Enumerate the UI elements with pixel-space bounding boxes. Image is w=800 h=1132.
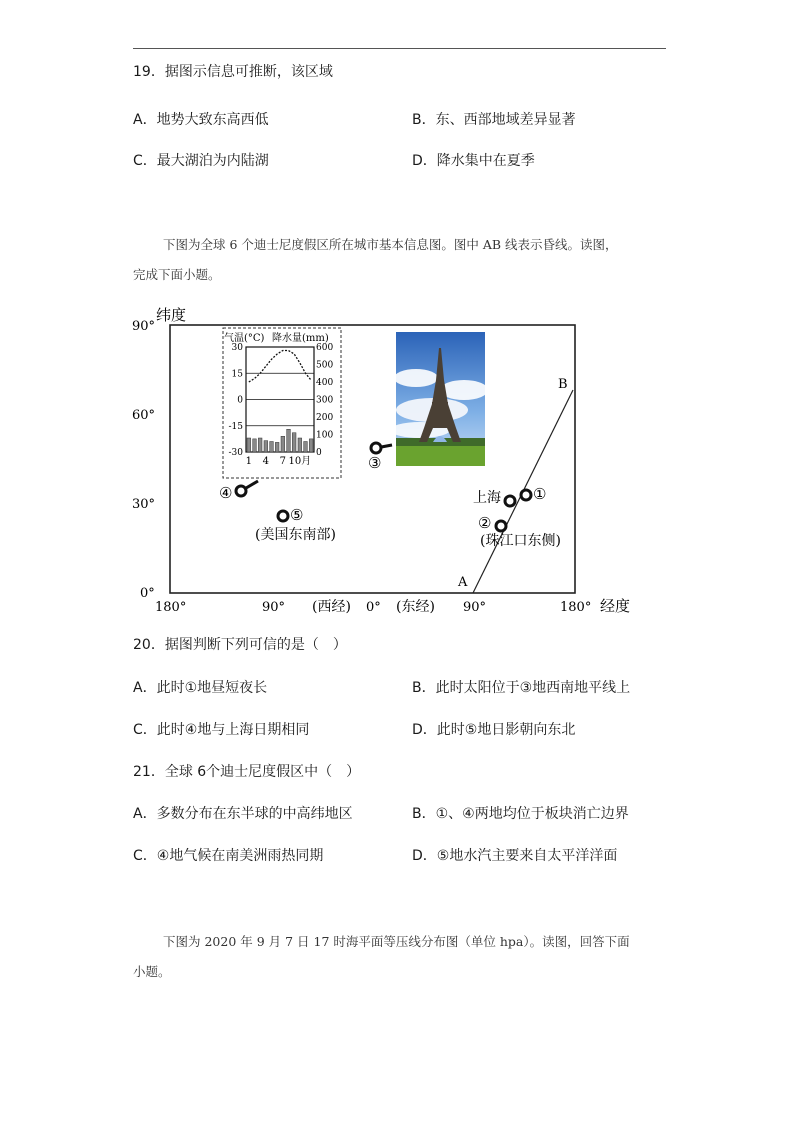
climate-temp-tick: -15: [228, 421, 243, 432]
q21-option-a: A．多数分布在东半球的中高纬地区: [133, 806, 353, 822]
climate-precip-bar: [304, 442, 308, 453]
site2-marker: [496, 521, 506, 531]
q21-option-b: B．①、④两地均位于板块消亡边界: [412, 806, 629, 822]
q19-option-b: B．东、西部地域差异显著: [412, 112, 576, 128]
site4-label: ④: [219, 484, 233, 502]
climate-precip-bar: [275, 442, 279, 452]
climate-precip-tick: 100: [316, 430, 334, 441]
q20-option-c: C．此时④地与上海日期相同: [133, 722, 310, 738]
shanghai-marker: [505, 496, 515, 506]
x-tick-west-label: (西经): [312, 599, 351, 615]
x-tick-90w: 90°: [262, 600, 286, 615]
top-divider: [133, 48, 666, 49]
climate-temp-label: 气温(°C): [224, 333, 265, 344]
eiffel-tower-photo: [390, 332, 488, 466]
intro1-line1: 下图为全球 6 个迪士尼度假区所在城市基本信息图。图中 AB 线表示昏线。读图，: [163, 237, 618, 252]
climate-precip-bar: [298, 438, 302, 452]
x-tick-0: 0°: [366, 600, 381, 615]
climate-precip-tick: 400: [316, 378, 334, 388]
x-tick-east-label: (东经): [396, 599, 435, 615]
q19-option-a: A．地势大致东高西低: [133, 112, 269, 128]
q20-option-a: A．此时①地昼短夜长: [133, 680, 268, 696]
climate-temp-tick: 0: [237, 395, 243, 406]
climate-month-label: 7: [279, 456, 287, 467]
climate-precip-bar: [258, 438, 262, 452]
site1-marker: [521, 490, 531, 500]
climate-precip-bar: [253, 439, 257, 452]
intro2-line1: 下图为 2020 年 9 月 7 日 17 时海平面等压线分布图（单位 hpa）。读图，回答下面: [163, 934, 630, 949]
x-tick-90e: 90°: [463, 600, 487, 615]
x-tick-180w: 180°: [155, 600, 187, 615]
y-tick-90: 90°: [132, 319, 156, 334]
climate-precip-tick: 500: [316, 360, 334, 371]
x-tick-180e: 180°: [560, 600, 592, 615]
climate-month-label: 10月: [288, 456, 312, 467]
intro1-line2: 完成下面小题。: [133, 267, 221, 282]
site2-note: (珠江口东侧): [480, 533, 561, 549]
y-tick-60: 60°: [132, 408, 156, 423]
climate-precip-tick: 300: [316, 395, 334, 406]
climate-month-label: 4: [262, 456, 270, 467]
site2-label: ②: [478, 514, 492, 532]
site4-marker: [236, 486, 246, 496]
climate-precip-bar: [309, 439, 313, 452]
site3-label: ③: [368, 454, 382, 472]
q20-stem: 20．据图判断下列可信的是（ ）: [133, 637, 347, 653]
climate-precip-bar: [292, 433, 296, 452]
point-a-label: A: [458, 575, 468, 590]
y-axis-title: 纬度: [156, 306, 187, 324]
x-axis-title: 经度: [600, 597, 631, 615]
site5-label: ⑤: [290, 506, 304, 524]
climate-chart-inset: [223, 328, 341, 478]
climate-temp-tick: 30: [231, 343, 243, 353]
climate-month-label: 1: [245, 456, 253, 467]
climate-precip-bar: [264, 441, 268, 452]
disney-sites-figure: [120, 300, 660, 620]
climate-precip-bar: [270, 442, 274, 453]
shanghai-label: 上海: [473, 490, 501, 506]
q21-stem: 21．全球 6个迪士尼度假区中（ ）: [133, 764, 361, 780]
point-b-label: B: [558, 377, 568, 392]
climate-temp-tick: -30: [228, 448, 243, 458]
climate-precip-tick: 0: [316, 448, 322, 458]
climate-precip-bar: [281, 436, 285, 452]
q20-option-b: B．此时太阳位于③地西南地平线上: [412, 680, 631, 696]
intro2-line2: 小题。: [133, 964, 171, 979]
q19-option-c: C．最大湖泊为内陆湖: [133, 153, 269, 169]
site5-note: (美国东南部): [255, 527, 336, 543]
y-tick-30: 30°: [132, 497, 156, 512]
q19-stem: 19．据图示信息可推断，该区域: [133, 64, 333, 80]
y-tick-0: 0°: [140, 586, 155, 601]
site3-marker: [371, 443, 381, 453]
climate-precip-bar: [287, 429, 291, 452]
q19-option-d: D．降水集中在夏季: [412, 153, 535, 169]
q20-option-d: D．此时⑤地日影朝向东北: [412, 722, 576, 738]
climate-precip-tick: 600: [316, 343, 334, 353]
q21-option-d: D．⑤地水汽主要来自太平洋洋面: [412, 848, 618, 864]
climate-precip-tick: 200: [316, 413, 334, 423]
site1-label: ①: [533, 485, 547, 503]
climate-temp-tick: 15: [231, 369, 243, 380]
climate-precip-label: 降水量(mm): [272, 333, 329, 344]
q21-option-c: C．④地气候在南美洲雨热同期: [133, 848, 324, 864]
climate-precip-bar: [247, 438, 251, 452]
site5-marker: [278, 511, 288, 521]
